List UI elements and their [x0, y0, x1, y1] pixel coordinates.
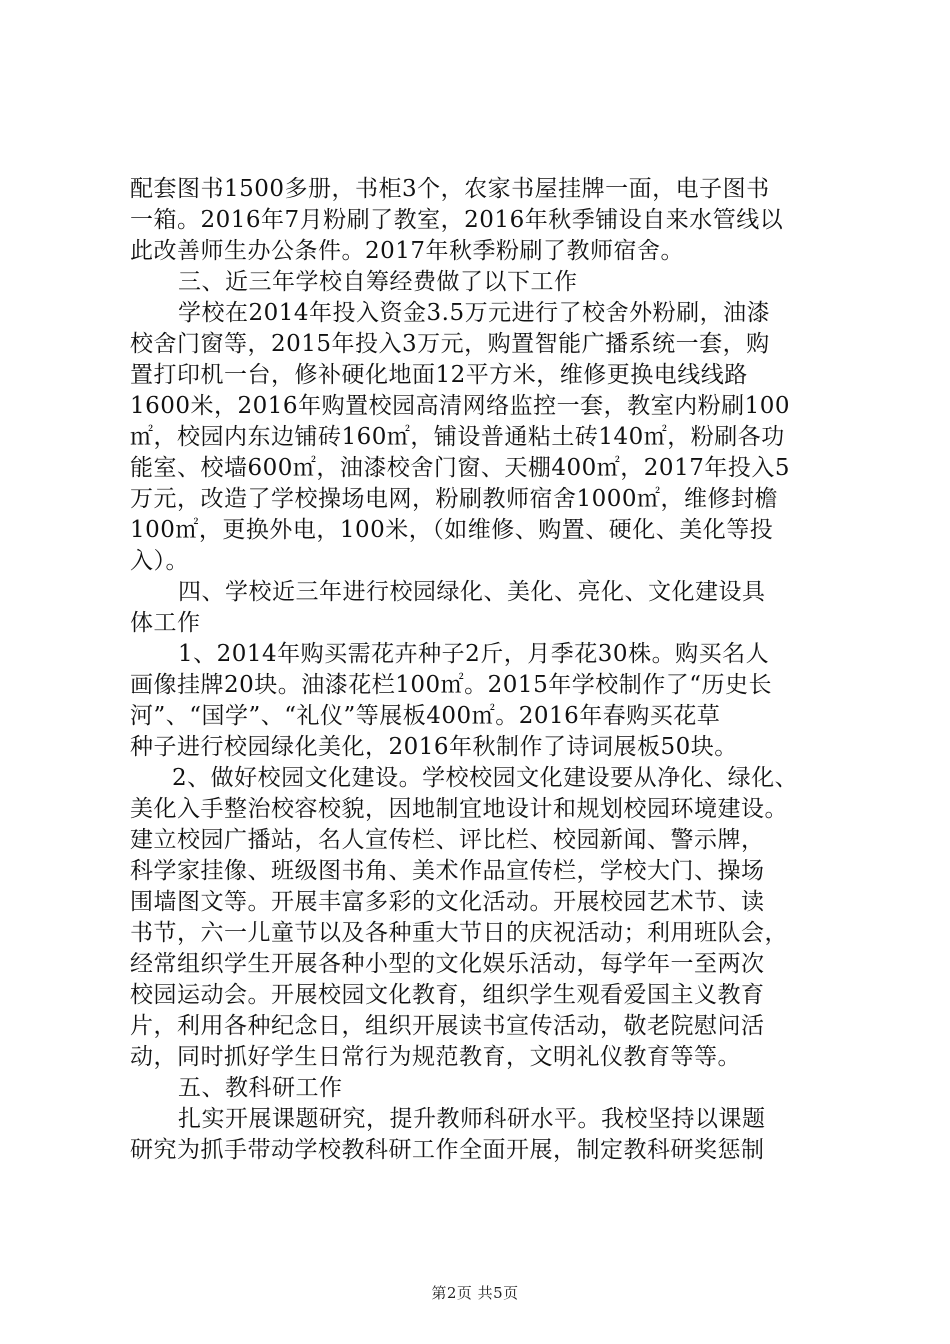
text-line: 2、做好校园文化建设。学校校园文化建设要从净化、绿化、	[172, 765, 799, 791]
text-line: 置打印机一台，修补硬化地面12平方米，维修更换电线线路	[130, 362, 748, 388]
text-line: 学校在2014年投入资金3.5万元进行了校舍外粉刷，油漆	[178, 300, 771, 326]
text-line: 经常组织学生开展各种小型的文化娱乐活动，每学年一至两次	[130, 951, 765, 977]
text-line: 建立校园广播站，名人宣传栏、评比栏、校园新闻、警示牌，	[130, 827, 765, 853]
text-line: 动，同时抓好学生日常行为规范教育，文明礼仪教育等等。	[130, 1044, 741, 1070]
text-line: 此改善师生办公条件。2017年秋季粉刷了教师宿舍。	[130, 238, 685, 264]
text-line: 画像挂牌20块。油漆花栏100㎡。2015年学校制作了“历史长	[130, 672, 772, 698]
section-heading-cont: 体工作	[130, 610, 201, 636]
text-line: 万元，改造了学校操场电网，粉刷教师宿舍1000㎡，维修封檐	[130, 486, 779, 512]
text-line: 校舍门窗等，2015年投入3万元，购置智能广播系统一套，购	[130, 331, 770, 357]
page-number-footer: 第2页 共5页	[431, 1284, 519, 1302]
text-line: 河”、“国学”、“礼仪”等展板400㎡。2016年春购买花草	[130, 703, 721, 729]
text-line: 美化入手整治校容校貌，因地制宜地设计和规划校园环境建设。	[130, 796, 788, 822]
text-line: 1600米，2016年购置校园高清网络监控一套，教室内粉刷100	[130, 393, 790, 419]
text-line: 校园运动会。开展校园文化教育，组织学生观看爱国主义教育	[130, 982, 765, 1008]
text-line: 入）。	[130, 548, 189, 574]
text-line: 围墙图文等。开展丰富多彩的文化活动。开展校园艺术节、读	[130, 889, 765, 915]
text-line: ㎡，校园内东边铺砖160㎡，铺设普通粘土砖140㎡，粉刷各功	[130, 424, 785, 450]
section-heading: 四、学校近三年进行校园绿化、美化、亮化、文化建设具	[178, 579, 766, 605]
text-line: 一箱。2016年7月粉刷了教室，2016年秋季铺设自来水管线以	[130, 207, 784, 233]
text-line: 扎实开展课题研究，提升教师科研水平。我校坚持以课题	[178, 1106, 766, 1132]
text-line: 100㎡，更换外电，100米，（如维修、购置、硬化、美化等投	[130, 517, 774, 543]
text-line: 1、2014年购买需花卉种子2斤，月季花30株。购买名人	[178, 641, 770, 667]
section-heading: 三、近三年学校自筹经费做了以下工作	[178, 269, 578, 295]
text-line: 科学家挂像、班级图书角、美术作品宣传栏，学校大门、操场	[130, 858, 765, 884]
section-heading: 五、教科研工作	[178, 1075, 343, 1101]
text-line: 片，利用各种纪念日，组织开展读书宣传活动，敬老院慰问活	[130, 1013, 765, 1039]
text-line: 研究为抓手带动学校教科研工作全面开展，制定教科研奖惩制	[130, 1137, 765, 1163]
text-line: 书节，六一儿童节以及各种重大节日的庆祝活动；利用班队会，	[130, 920, 788, 946]
text-line: 种子进行校园绿化美化，2016年秋制作了诗词展板50块。	[130, 734, 738, 760]
text-line: 能室、校墙600㎡，油漆校舍门窗、天棚400㎡，2017年投入5	[130, 455, 790, 481]
text-line: 配套图书1500多册，书柜3个，农家书屋挂牌一面，电子图书	[130, 176, 770, 202]
